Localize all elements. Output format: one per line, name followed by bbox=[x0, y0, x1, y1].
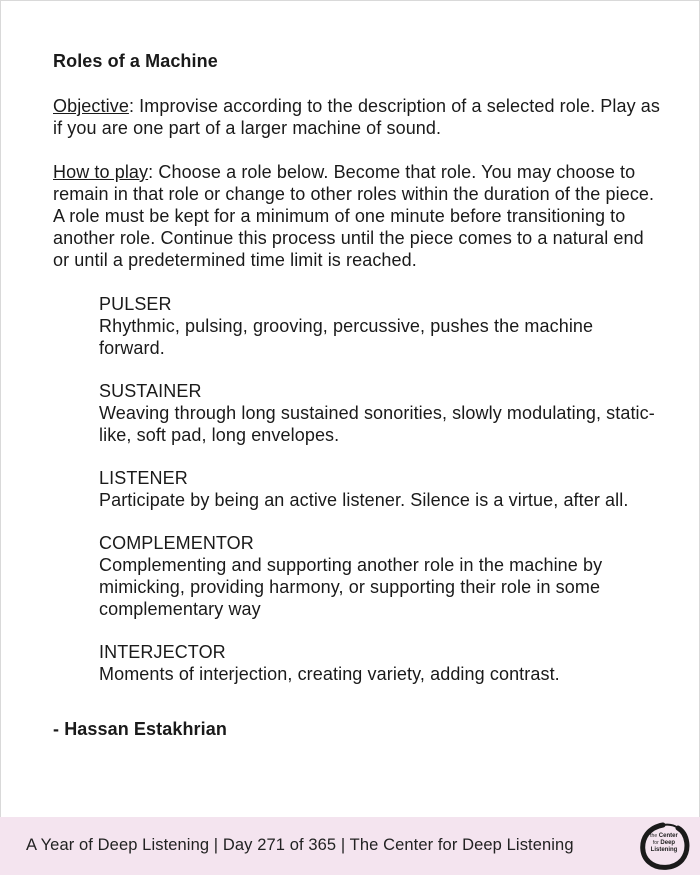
footer-text: A Year of Deep Listening | Day 271 of 365 | The Center for Deep Listening bbox=[26, 836, 574, 854]
role-interjector bbox=[99, 641, 663, 685]
document-body bbox=[53, 50, 663, 740]
role-pulser bbox=[99, 293, 663, 359]
logo-word-deep: Deep bbox=[660, 840, 676, 846]
how-to-play-text: : Choose a role below. Become that role. You may choose to remain in that role or change to other roles within the duration of the piece. A role must be kept for a minimum of one minute before transitioning to another role. Continue this process until the piece comes to a natural end or until a predetermined time limit is reached. bbox=[53, 162, 655, 270]
roles-list bbox=[99, 293, 663, 685]
role-description: Weaving through long sustained sonorities, slowly modulating, static-like, soft pad, long envelopes. bbox=[99, 403, 655, 445]
logo-word-center: Center bbox=[658, 833, 678, 839]
objective-text: : Improvise according to the description of a selected role. Play as if you are one part of a larger machine of sound. bbox=[53, 96, 661, 138]
center-for-deep-listening-logo bbox=[638, 820, 690, 872]
logo-wordmark bbox=[644, 833, 684, 854]
role-name: LISTENER bbox=[99, 468, 188, 488]
author-signature: - Hassan Estakhrian bbox=[53, 719, 227, 739]
role-sustainer bbox=[99, 380, 663, 446]
logo-word-for: for bbox=[652, 840, 659, 846]
role-description: Rhythmic, pulsing, grooving, percussive, pushes the machine forward. bbox=[99, 316, 594, 358]
role-name: COMPLEMENTOR bbox=[99, 533, 254, 553]
objective-label: Objective bbox=[53, 96, 129, 116]
role-name: SUSTAINER bbox=[99, 381, 202, 401]
how-to-play-label: How to play bbox=[53, 162, 149, 182]
role-description: Moments of interjection, creating variety, adding contrast. bbox=[99, 664, 560, 684]
role-name: INTERJECTOR bbox=[99, 642, 226, 662]
role-name: PULSER bbox=[99, 294, 172, 314]
how-to-play-paragraph bbox=[53, 161, 663, 271]
role-complementor bbox=[99, 532, 663, 620]
role-description: Participate by being an active listener. Silence is a virtue, after all. bbox=[99, 490, 629, 510]
role-description: Complementing and supporting another role in the machine by mimicking, providing harmony, or supporting their role in some complementary way bbox=[99, 555, 603, 619]
logo-word-the: the bbox=[650, 833, 658, 839]
logo-word-listening: Listening bbox=[650, 847, 678, 853]
document-title: Roles of a Machine bbox=[53, 51, 218, 71]
footer-bar bbox=[0, 817, 700, 875]
objective-paragraph bbox=[53, 95, 663, 139]
role-listener bbox=[99, 467, 663, 511]
